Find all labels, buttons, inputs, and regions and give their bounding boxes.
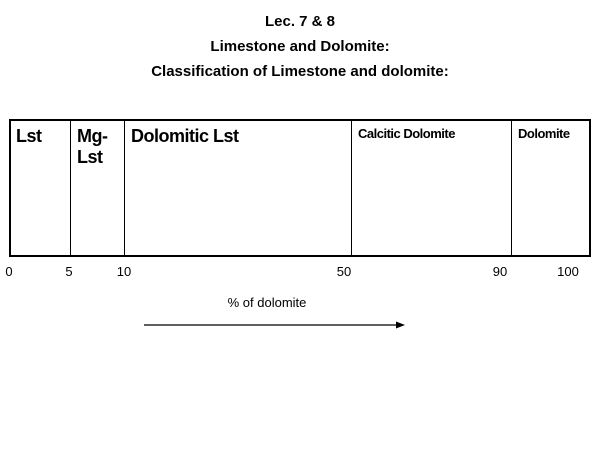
tick-10: 10 — [116, 264, 132, 279]
tick-5: 5 — [65, 264, 73, 279]
classification-box — [9, 119, 591, 257]
segment-label-mg-lst-line2: Lst — [77, 146, 103, 167]
tick-90: 90 — [492, 264, 508, 279]
segment-label-mg-lst — [77, 126, 107, 167]
diagram-title: Classification of Limestone and dolomite: — [151, 63, 449, 80]
tick-0: 0 — [5, 264, 13, 279]
segment-label-dolomite: Dolomite — [518, 126, 570, 141]
segment-label-lst: Lst — [16, 126, 42, 146]
divider-5 — [70, 121, 71, 255]
segment-label-mg-lst-line1: Mg- — [77, 126, 108, 146]
divider-90 — [511, 121, 512, 255]
lecture-subtitle: Limestone and Dolomite: — [210, 38, 390, 55]
direction-arrow-icon — [144, 318, 406, 332]
tick-50: 50 — [336, 264, 352, 279]
axis-label: % of dolomite — [227, 295, 307, 310]
divider-50 — [351, 121, 352, 255]
tick-100: 100 — [557, 264, 579, 279]
segment-label-dolomitic-lst: Dolomitic Lst — [131, 126, 239, 146]
segment-label-calcitic-dolomite: Calcitic Dolomite — [358, 126, 455, 141]
divider-10 — [124, 121, 125, 255]
lecture-title: Lec. 7 & 8 — [264, 13, 336, 30]
